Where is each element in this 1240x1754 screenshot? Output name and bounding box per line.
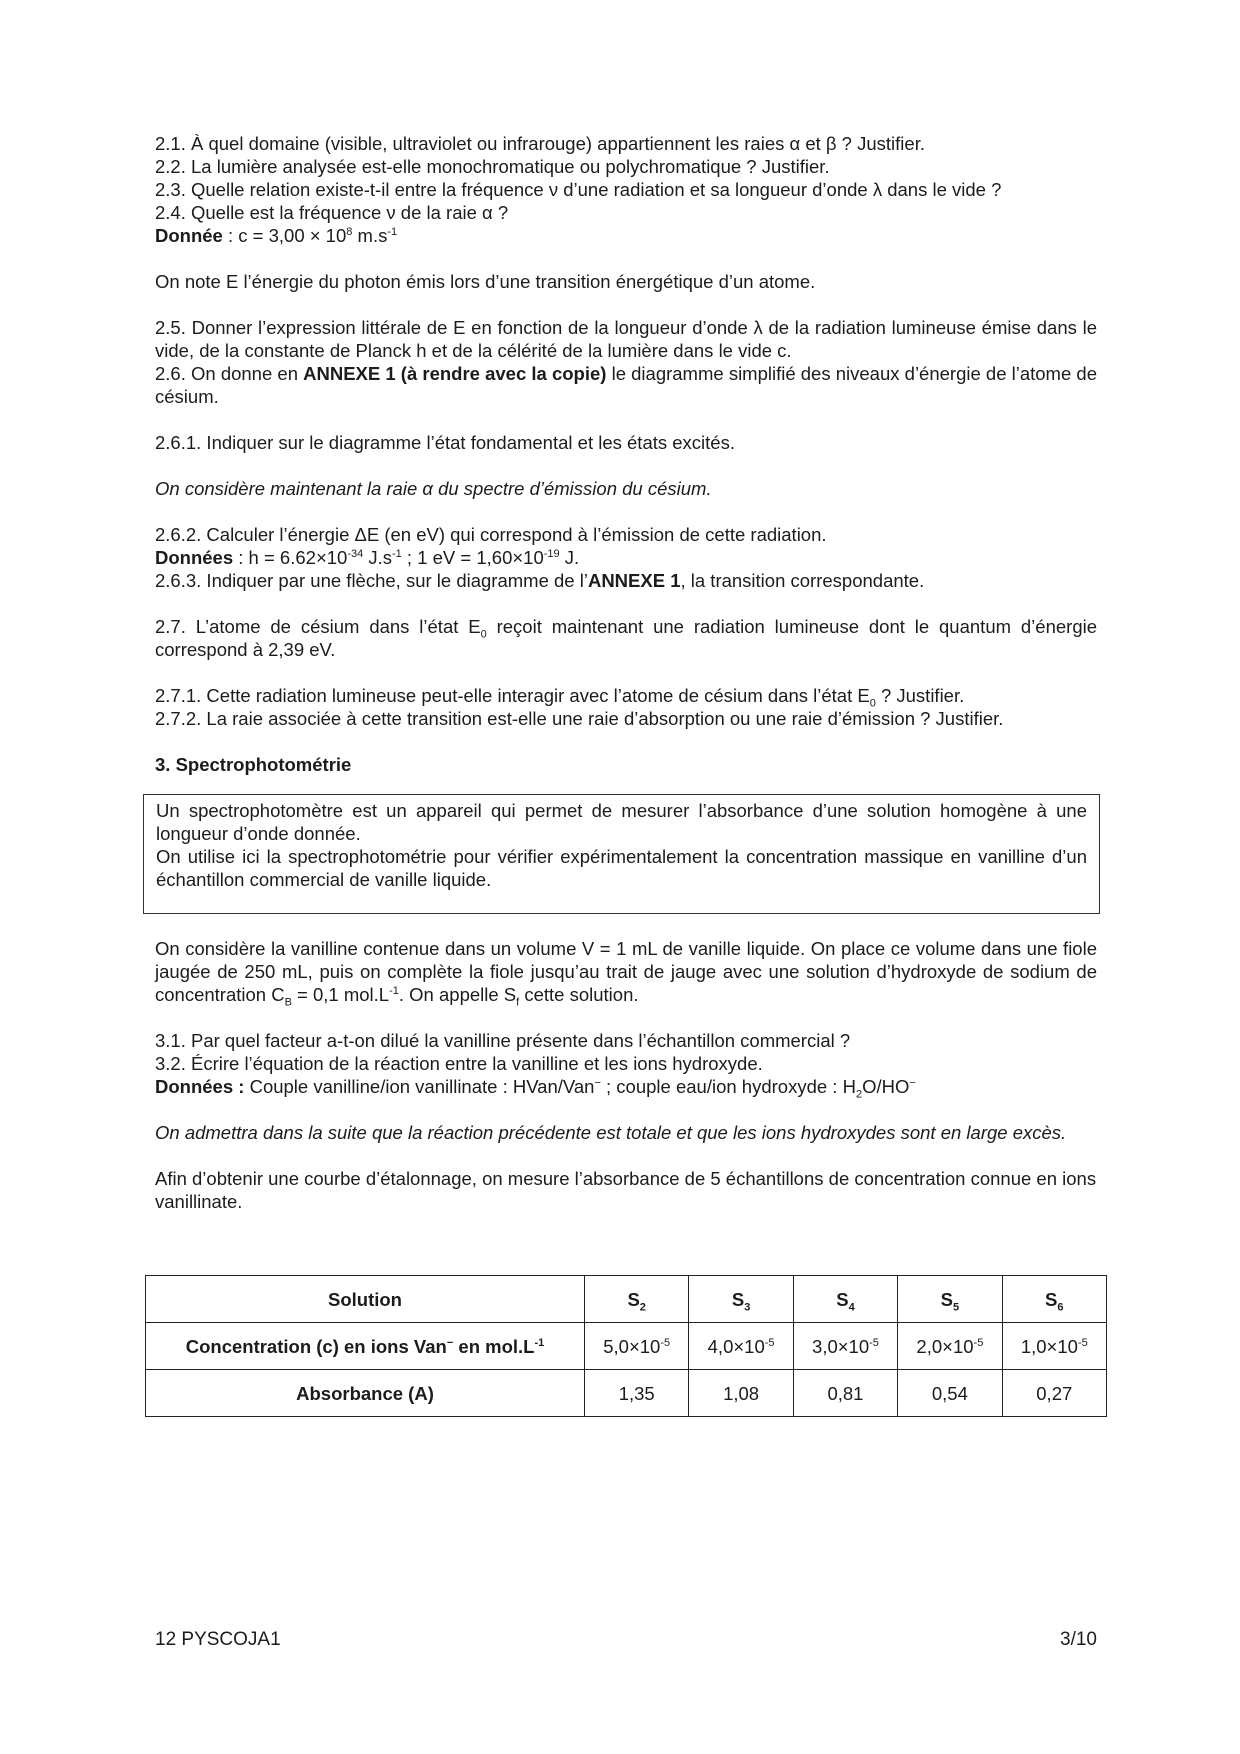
question-2-7-1: 2.7.1. Cette radiation lumineuse peut-elle interagir avec l’atome de césium dans l’état $E_0$ ? Justifier. — [155, 685, 965, 710]
concentration-cell: $4,0\times 10^{-5}$ — [689, 1323, 793, 1370]
solution-cell: $S_6$ — [1002, 1276, 1106, 1323]
paragraph-volume: On considère la vanilline contenue dans un volume V = 1 mL de vanille liquide. On place ce volume dans une fiole jaugée de 250 mL, puis on complète la fiole jusqu’au trait de jauge avec une solution d’hydroxyde de sodium de concentration $C_B = 0,1$ $mol.L^{-1}$. On appelle $S_f$ cette solution. — [155, 938, 1097, 1009]
paragraph-etalonnage: Afin d’obtenir une courbe d’étalonnage, on mesure l’absorbance de 5 échantillons de concentration connue en ions vanillinate. — [155, 1168, 1097, 1212]
page-content — [155, 132, 1097, 1417]
solution-cell: $S_5$ — [898, 1276, 1002, 1323]
question-2-5: 2.5. Donner l’expression littérale de E en fonction de la longueur d’onde λ de la radiation lumineuse émise dans le vide, de la constante de Planck h et de la célérité de la lumière dans le vide c. — [155, 317, 1097, 361]
page-footer — [155, 1628, 1097, 1651]
question-2-2: 2.2. La lumière analysée est-elle monochromatique ou polychromatique ? Justifier. — [155, 156, 830, 177]
solution-cell: $S_2$ — [585, 1276, 689, 1323]
question-2-6-2: 2.6.2. Calculer l’énergie ΔE (en eV) qui correspond à l’émission de cette radiation. — [155, 524, 827, 545]
absorbance-cell: 1,08 — [689, 1370, 793, 1417]
table-row — [146, 1323, 1107, 1370]
section-3-title: 3. Spectrophotométrie — [155, 754, 352, 775]
question-2-7-2: 2.7.2. La raie associée à cette transition est-elle une raie d’absorption ou une raie d’émission ? Justifier. — [155, 708, 1004, 729]
question-2-6-3: 2.6.3. Indiquer par une flèche, sur le diagramme de l’ANNEXE 1, la transition correspondante. — [155, 570, 925, 591]
italic-reaction-totale: On admettra dans la suite que la réaction précédente est totale et que les ions hydroxydes sont en large excès. — [155, 1122, 1067, 1143]
question-2-1: 2.1. À quel domaine (visible, ultraviolet ou infrarouge) appartiennent les raies α et β ? Justifier. — [155, 133, 925, 154]
concentration-cell: $3,0\times 10^{-5}$ — [793, 1323, 897, 1370]
concentration-cell: $5,0\times 10^{-5}$ — [585, 1323, 689, 1370]
header-solution: Solution — [146, 1276, 585, 1323]
question-3-1: 3.1. Par quel facteur a-t-on dilué la vanilline présente dans l’échantillon commercial ? — [155, 1030, 851, 1051]
box-line-1: Un spectrophotomètre est un appareil qui permet de mesurer l’absorbance d’une solution homogène à une longueur d’onde donnée. — [156, 800, 1087, 844]
donnee-c: Donnée : $c = 3,00 \times 10^8$ $m.s^{-1}$ — [155, 225, 398, 246]
question-2-6-1: 2.6.1. Indiquer sur le diagramme l’état fondamental et les états excités. — [155, 432, 735, 453]
table-row — [146, 1370, 1107, 1417]
header-concentration: Concentration (c) en ions Van− en $mol.L^{-1}$ — [146, 1323, 585, 1370]
question-2-3: 2.3. Quelle relation existe-t-il entre la fréquence ν d’une radiation et sa longueur d’onde λ dans le vide ? — [155, 179, 1002, 200]
question-2-4: 2.4. Quelle est la fréquence ν de la raie α ? — [155, 202, 509, 223]
calibration-table — [145, 1275, 1107, 1417]
donnees-couples: Données : Couple vanilline/ion vanillinate : HVan/Van− ; couple eau/ion hydroxyde : $H_2O/HO^-$ — [155, 1076, 916, 1101]
note-energie: On note E l’énergie du photon émis lors d’une transition énergétique d’un atome. — [155, 271, 816, 292]
exam-code: 12 PYSCOJA1 — [155, 1629, 281, 1650]
concentration-cell: $2,0\times 10^{-5}$ — [898, 1323, 1002, 1370]
absorbance-cell: 0,27 — [1002, 1370, 1106, 1417]
question-2-7: 2.7. L’atome de césium dans l’état $E_0$ reçoit maintenant une radiation lumineuse dont le quantum d’énergie correspond à 2,39 eV. — [155, 616, 1098, 660]
page-number: 3/10 — [1060, 1629, 1097, 1650]
header-absorbance: Absorbance (A) — [146, 1370, 585, 1417]
question-2-6: 2.6. On donne en ANNEXE 1 (à rendre avec la copie) le diagramme simplifié des niveaux d’énergie de l’atome de césium. — [155, 363, 1097, 407]
absorbance-cell: 0,54 — [898, 1370, 1002, 1417]
question-3-2: 3.2. Écrire l’équation de la réaction entre la vanilline et les ions hydroxyde. — [155, 1053, 763, 1074]
absorbance-cell: 1,35 — [585, 1370, 689, 1417]
box-line-2: On utilise ici la spectrophotométrie pour vérifier expérimentalement la concentration massique en vanilline d’un échantillon commercial de vanille liquide. — [156, 846, 1087, 890]
absorbance-cell: 0,81 — [793, 1370, 897, 1417]
intro-box — [143, 794, 1100, 914]
donnees-planck: Données : $h = 6.62\times 10^{-34}$ $J.s^{-1}$ ; 1 eV = $1,60\times 10^{-19}$ J. — [155, 547, 580, 568]
italic-raie-alpha: On considère maintenant la raie α du spectre d’émission du césium. — [155, 478, 712, 499]
solution-cell: $S_3$ — [689, 1276, 793, 1323]
table-row — [146, 1276, 1107, 1323]
concentration-cell: $1,0\times 10^{-5}$ — [1002, 1323, 1106, 1370]
solution-cell: $S_4$ — [793, 1276, 897, 1323]
